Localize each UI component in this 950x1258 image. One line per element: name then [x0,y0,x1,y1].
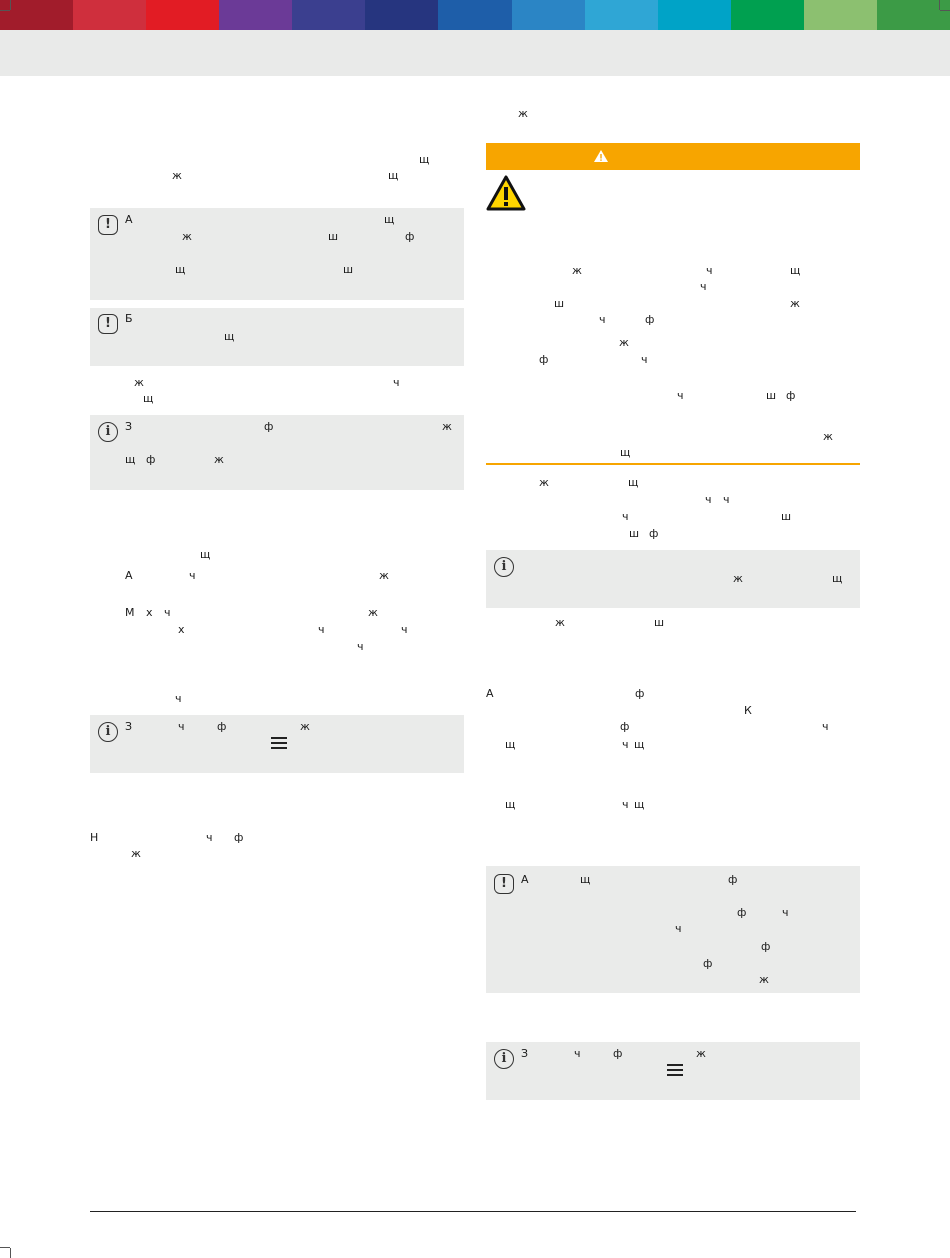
color-band-segment [512,0,585,30]
exclamation-icon: ! [98,215,118,235]
color-band-segment [658,0,731,30]
glyph: щ [388,169,399,182]
glyph: ч [574,1047,581,1060]
glyph: ф [645,313,655,326]
caution-note-box [90,208,464,300]
info-icon: i [494,1049,514,1069]
glyph: ж [539,476,549,489]
glyph: М [125,606,135,619]
info-note-box [90,415,464,490]
glyph: ж [572,264,582,277]
color-band-segment [365,0,438,30]
glyph: щ [505,798,516,811]
glyph: ч [206,831,213,844]
glyph: щ [790,264,801,277]
glyph: ж [759,973,769,986]
info-note-box [486,1042,860,1100]
glyph: ж [518,107,528,120]
warning-header-bar [486,143,860,170]
warning-small-icon [594,150,608,162]
glyph: ч [677,389,684,402]
glyph: ж [134,376,144,389]
color-band-segment [146,0,219,30]
glyph: ш [343,263,354,276]
glyph: ч [189,569,196,582]
glyph: ч [175,692,182,705]
glyph: ф [737,906,747,919]
glyph: ч [357,640,364,653]
glyph: щ [634,798,645,811]
glyph: ж [619,336,629,349]
glyph: ч [706,264,713,277]
crop-mark [940,10,950,11]
glyph: ж [300,720,310,733]
glyph: ш [629,527,640,540]
info-icon: i [494,557,514,577]
glyph: ж [442,420,452,433]
glyph: ж [696,1047,706,1060]
glyph: ш [766,389,777,402]
glyph: ф [405,230,415,243]
glyph: ф [539,353,549,366]
info-note-box [486,550,860,608]
glyph: ч [178,720,185,733]
glyph: щ [634,738,645,751]
glyph: ш [554,297,565,310]
color-band-segment [804,0,877,30]
glyph: ф [635,687,645,700]
glyph: ф [703,957,713,970]
glyph: щ [832,572,843,585]
glyph: ф [786,389,796,402]
glyph: ч [622,738,629,751]
glyph: щ [505,738,516,751]
glyph: щ [384,213,395,226]
glyph: ч [822,720,829,733]
glyph: ш [654,616,665,629]
color-band-segment [731,0,804,30]
glyph: З [125,420,133,433]
glyph: х [146,606,153,619]
glyph: х [178,623,185,636]
brand-color-band [0,0,950,30]
color-band-segment [292,0,365,30]
glyph: щ [620,446,631,459]
glyph: З [125,720,133,733]
glyph: щ [628,476,639,489]
glyph: ч [622,798,629,811]
color-band-segment [585,0,658,30]
glyph: щ [143,392,154,405]
crop-mark [10,1248,11,1258]
glyph: ф [613,1047,623,1060]
glyph: ч [641,353,648,366]
crop-mark [0,10,10,11]
glyph: ф [761,940,771,953]
glyph: ж [172,169,182,182]
glyph: ч [599,313,606,326]
glyph: ф [264,420,274,433]
glyph: ч [782,906,789,919]
footer-rule [90,1211,856,1212]
glyph: ч [700,280,707,293]
caution-note-box [486,866,860,993]
info-icon: i [98,722,118,742]
color-band-segment [219,0,292,30]
crop-mark [10,0,11,10]
glyph: ч [401,623,408,636]
glyph: ч [318,623,325,636]
glyph: Б [125,312,133,325]
glyph: ч [393,376,400,389]
caution-note-box [90,308,464,366]
glyph: ж [733,572,743,585]
glyph: щ [125,453,136,466]
info-icon: i [98,422,118,442]
glyph: А [521,873,529,886]
header-bar [0,30,950,76]
glyph: А [125,213,133,226]
glyph: ш [328,230,339,243]
glyph: щ [200,548,211,561]
glyph: ж [379,569,389,582]
glyph: ч [622,510,629,523]
glyph: ч [705,493,712,506]
crop-mark [0,1247,10,1248]
glyph: А [125,569,133,582]
exclamation-icon: ! [98,314,118,334]
glyph: ф [234,831,244,844]
glyph: З [521,1047,529,1060]
glyph: ж [182,230,192,243]
menu-icon [271,737,287,749]
warning-triangle-icon [486,175,526,211]
glyph: К [744,704,752,717]
menu-icon [667,1064,683,1076]
glyph: ф [728,873,738,886]
glyph: щ [175,263,186,276]
glyph: Н [90,831,99,844]
glyph: ф [146,453,156,466]
warning-divider [486,463,860,465]
exclamation-icon: ! [494,874,514,894]
glyph: щ [419,153,430,166]
glyph: щ [580,873,591,886]
glyph: ж [790,297,800,310]
glyph: ж [823,430,833,443]
glyph: ф [217,720,227,733]
glyph: ж [555,616,565,629]
glyph: ф [620,720,630,733]
glyph: ф [649,527,659,540]
glyph: ж [131,847,141,860]
glyph: ж [214,453,224,466]
glyph: щ [224,330,235,343]
glyph: ч [164,606,171,619]
crop-mark [939,0,940,10]
glyph: ч [723,493,730,506]
glyph: ч [675,922,682,935]
color-band-segment [73,0,146,30]
color-band-segment [438,0,511,30]
glyph: ш [781,510,792,523]
glyph: ж [368,606,378,619]
glyph: А [486,687,494,700]
info-note-box [90,715,464,773]
